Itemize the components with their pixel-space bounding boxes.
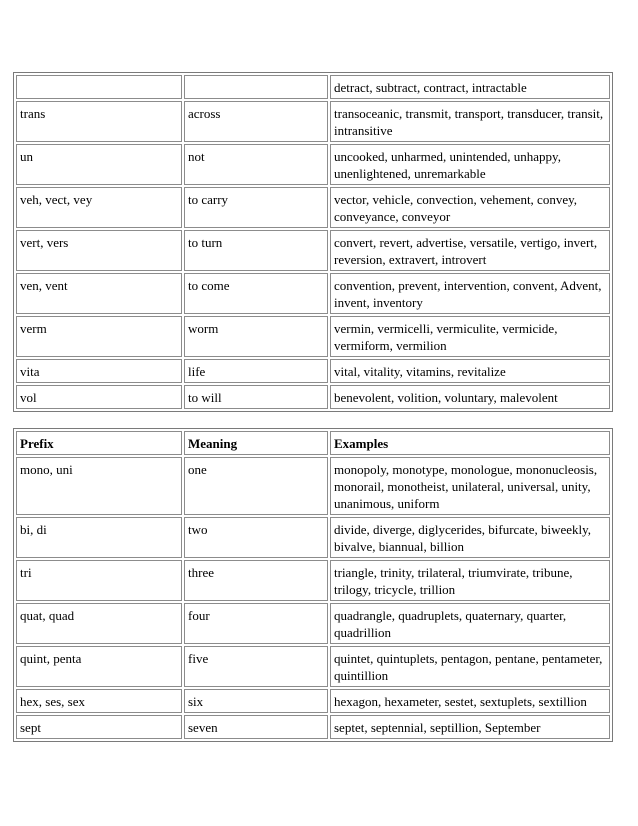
root-cell: vita: [16, 359, 182, 383]
examples-cell: quintet, quintuplets, pentagon, pentane, pentameter, quintillion: [330, 646, 610, 687]
examples-cell: vector, vehicle, convection, vehement, convey, conveyance, conveyor: [330, 187, 610, 228]
examples-cell: septet, septennial, septillion, September: [330, 715, 610, 739]
meaning-cell: five: [184, 646, 328, 687]
table-row: [16, 316, 610, 357]
table-row: [16, 230, 610, 271]
prefix-cell: hex, ses, sex: [16, 689, 182, 713]
table-row: [16, 273, 610, 314]
prefix-cell: bi, di: [16, 517, 182, 558]
examples-cell: monopoly, monotype, monologue, mononucleosis, monorail, monotheist, unilateral, universal, unity, unanimous, uniform: [330, 457, 610, 515]
meaning-cell: seven: [184, 715, 328, 739]
meaning-cell: worm: [184, 316, 328, 357]
root-cell: vol: [16, 385, 182, 409]
meaning-cell: six: [184, 689, 328, 713]
table-row: [16, 144, 610, 185]
table-header-row: [16, 431, 610, 455]
examples-cell: convention, prevent, intervention, convent, Advent, invent, inventory: [330, 273, 610, 314]
table-row: [16, 603, 610, 644]
prefix-column-header: Prefix: [16, 431, 182, 455]
table-row: [16, 689, 610, 713]
examples-cell: convert, revert, advertise, versatile, vertigo, invert, reversion, extravert, introvert: [330, 230, 610, 271]
table-row: [16, 101, 610, 142]
meaning-cell: four: [184, 603, 328, 644]
table-row: [16, 517, 610, 558]
examples-cell: divide, diverge, diglycerides, bifurcate, biweekly, bivalve, biannual, billion: [330, 517, 610, 558]
root-cell: ven, vent: [16, 273, 182, 314]
examples-cell: hexagon, hexameter, sestet, sextuplets, sextillion: [330, 689, 610, 713]
meaning-cell: two: [184, 517, 328, 558]
table-row: [16, 359, 610, 383]
table-row: [16, 646, 610, 687]
number-prefixes-table: [13, 428, 613, 742]
examples-cell: vital, vitality, vitamins, revitalize: [330, 359, 610, 383]
table-row: [16, 385, 610, 409]
root-cell: [16, 75, 182, 99]
prefix-cell: sept: [16, 715, 182, 739]
meaning-cell: one: [184, 457, 328, 515]
examples-cell: detract, subtract, contract, intractable: [330, 75, 610, 99]
root-cell: trans: [16, 101, 182, 142]
prefix-cell: quint, penta: [16, 646, 182, 687]
meaning-cell: [184, 75, 328, 99]
table-row: [16, 457, 610, 515]
prefix-cell: quat, quad: [16, 603, 182, 644]
examples-cell: transoceanic, transmit, transport, transducer, transit, intransitive: [330, 101, 610, 142]
table-row: [16, 560, 610, 601]
meaning-cell: not: [184, 144, 328, 185]
meaning-cell: across: [184, 101, 328, 142]
examples-column-header: Examples: [330, 431, 610, 455]
root-cell: veh, vect, vey: [16, 187, 182, 228]
examples-cell: benevolent, volition, voluntary, malevolent: [330, 385, 610, 409]
examples-cell: quadrangle, quadruplets, quaternary, quarter, quadrillion: [330, 603, 610, 644]
root-cell: verm: [16, 316, 182, 357]
table-row: [16, 715, 610, 739]
roots-table: [13, 72, 613, 412]
examples-cell: triangle, trinity, trilateral, triumvirate, tribune, trilogy, tricycle, trillion: [330, 560, 610, 601]
root-cell: un: [16, 144, 182, 185]
table-row: [16, 75, 610, 99]
table-row: [16, 187, 610, 228]
root-cell: vert, vers: [16, 230, 182, 271]
prefix-cell: tri: [16, 560, 182, 601]
meaning-column-header: Meaning: [184, 431, 328, 455]
meaning-cell: to come: [184, 273, 328, 314]
meaning-cell: to will: [184, 385, 328, 409]
prefix-cell: mono, uni: [16, 457, 182, 515]
examples-cell: uncooked, unharmed, unintended, unhappy, unenlightened, unremarkable: [330, 144, 610, 185]
meaning-cell: life: [184, 359, 328, 383]
meaning-cell: three: [184, 560, 328, 601]
meaning-cell: to carry: [184, 187, 328, 228]
examples-cell: vermin, vermicelli, vermiculite, vermicide, vermiform, vermilion: [330, 316, 610, 357]
meaning-cell: to turn: [184, 230, 328, 271]
